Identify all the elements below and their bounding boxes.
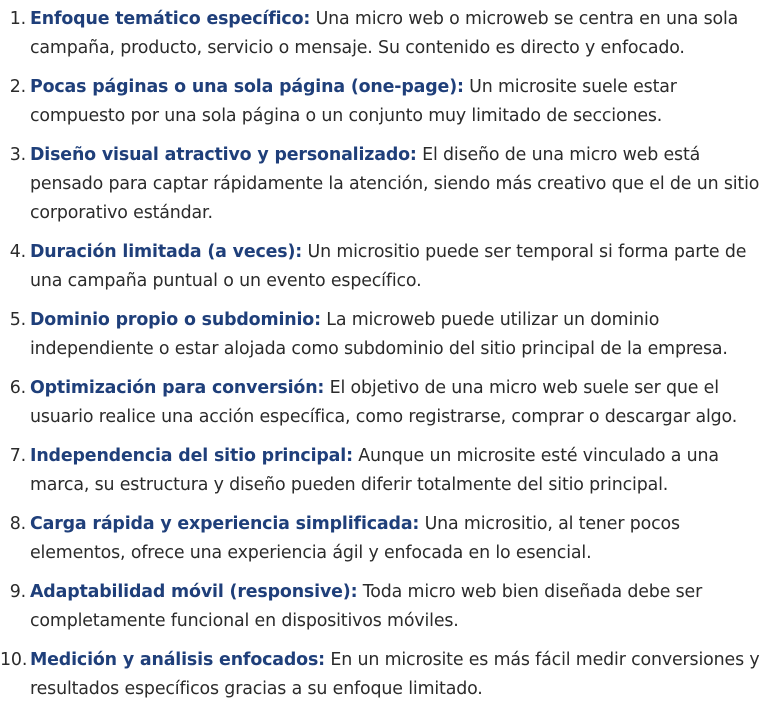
item-term: Carga rápida y experiencia simplificada: xyxy=(30,514,420,534)
item-text: Un microsite suele estar compuesto por una sola página o un conjunto muy limitado de secciones. xyxy=(30,77,677,126)
item-number: 3. xyxy=(9,145,26,165)
item-term: Enfoque temático específico: xyxy=(30,9,311,29)
item-text: En un microsite es más fácil medir conversiones y resultados específicos gracias a su enfoque limitado. xyxy=(30,650,760,699)
item-number: 9. xyxy=(9,582,26,602)
item-number: 10. xyxy=(0,650,28,670)
item-text: Toda micro web bien diseñada debe ser completamente funcional en dispositivos móviles. xyxy=(30,582,703,631)
feature-list xyxy=(0,5,768,714)
item-number: 4. xyxy=(9,242,26,262)
item-term: Optimización para conversión: xyxy=(30,378,325,398)
item-number: 7. xyxy=(9,446,26,466)
list-item xyxy=(0,646,768,704)
item-term: Pocas páginas o una sola página (one-page): xyxy=(30,77,464,97)
list-item xyxy=(0,5,768,63)
list-item xyxy=(0,238,768,296)
list-item xyxy=(0,510,768,568)
item-number: 8. xyxy=(9,514,26,534)
list-item xyxy=(0,442,768,500)
item-term: Medición y análisis enfocados: xyxy=(30,650,325,670)
item-text: Un micrositio puede ser temporal si forma parte de una campaña puntual o un evento específico. xyxy=(30,242,747,291)
list-item xyxy=(0,141,768,228)
list-item xyxy=(0,578,768,636)
item-text: El diseño de una micro web está pensado para captar rápidamente la atención, siendo más creativo que el de un sitio corporativo estándar. xyxy=(30,145,760,223)
item-term: Diseño visual atractivo y personalizado: xyxy=(30,145,417,165)
item-term: Independencia del sitio principal: xyxy=(30,446,353,466)
item-text: Una micro web o microweb se centra en una sola campaña, producto, servicio o mensaje. Su contenido es directo y enfocado. xyxy=(30,9,739,58)
item-text: Una micrositio, al tener pocos elementos, ofrece una experiencia ágil y enfocada en lo esencial. xyxy=(30,514,680,563)
list-item xyxy=(0,374,768,432)
item-number: 2. xyxy=(9,77,26,97)
item-number: 6. xyxy=(9,378,26,398)
item-term: Adaptabilidad móvil (responsive): xyxy=(30,582,358,602)
item-term: Dominio propio o subdominio: xyxy=(30,310,321,330)
item-term: Duración limitada (a veces): xyxy=(30,242,303,262)
list-item xyxy=(0,306,768,364)
item-text: La microweb puede utilizar un dominio independiente o estar alojada como subdominio del sitio principal de la empresa. xyxy=(30,310,728,359)
item-text: El objetivo de una micro web suele ser que el usuario realice una acción específica, como registrarse, comprar o descargar algo. xyxy=(30,378,738,427)
item-text: Aunque un microsite esté vinculado a una marca, su estructura y diseño pueden diferir totalmente del sitio principal. xyxy=(30,446,719,495)
item-number: 1. xyxy=(9,9,26,29)
list-item xyxy=(0,73,768,131)
item-number: 5. xyxy=(9,310,26,330)
